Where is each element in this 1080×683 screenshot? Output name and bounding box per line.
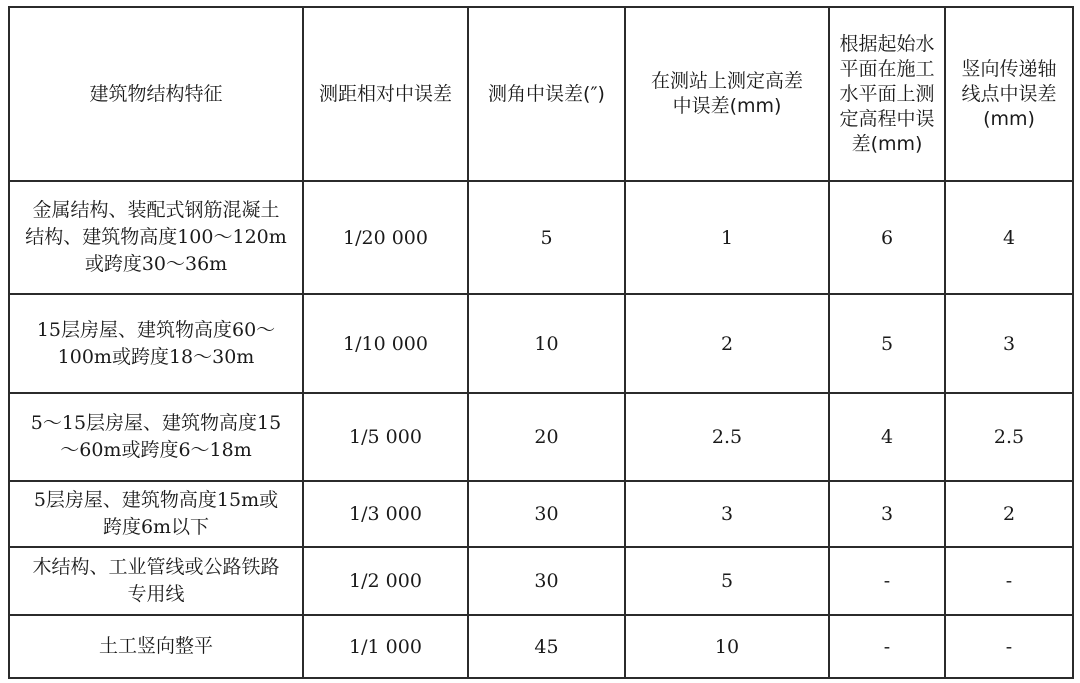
cell-distance: 1/10 000 [303, 294, 468, 393]
table-row [9, 181, 1073, 294]
cell-height-diff: 2.5 [625, 393, 829, 481]
cell-feature: 15层房屋、建筑物高度60～100m或跨度18～30m [9, 294, 303, 393]
table-row [9, 615, 1073, 678]
cell-distance: 1/20 000 [303, 181, 468, 294]
cell-angle: 10 [468, 294, 625, 393]
cell-elevation: 3 [829, 481, 945, 547]
cell-axis: 2 [945, 481, 1073, 547]
cell-height-diff: 2 [625, 294, 829, 393]
cell-elevation: 4 [829, 393, 945, 481]
cell-angle: 20 [468, 393, 625, 481]
table-row [9, 294, 1073, 393]
cell-distance: 1/1 000 [303, 615, 468, 678]
cell-elevation: - [829, 547, 945, 615]
cell-axis: 3 [945, 294, 1073, 393]
cell-height-diff: 1 [625, 181, 829, 294]
cell-elevation: 5 [829, 294, 945, 393]
cell-feature: 5～15层房屋、建筑物高度15～60m或跨度6～18m [9, 393, 303, 481]
cell-height-diff: 3 [625, 481, 829, 547]
cell-elevation: - [829, 615, 945, 678]
table-row [9, 393, 1073, 481]
cell-axis: 4 [945, 181, 1073, 294]
cell-angle: 45 [468, 615, 625, 678]
header-axis-error: 竖向传递轴线点中误差(mm) [945, 7, 1073, 181]
table-row [9, 481, 1073, 547]
cell-axis: - [945, 615, 1073, 678]
cell-angle: 30 [468, 481, 625, 547]
cell-height-diff: 5 [625, 547, 829, 615]
cell-feature: 5层房屋、建筑物高度15m或跨度6m以下 [9, 481, 303, 547]
header-angle-error: 测角中误差(″) [468, 7, 625, 181]
cell-distance: 1/3 000 [303, 481, 468, 547]
header-distance-error: 测距相对中误差 [303, 7, 468, 181]
table-row [9, 547, 1073, 615]
header-height-diff-error: 在测站上测定高差中误差(mm) [625, 7, 829, 181]
cell-axis: - [945, 547, 1073, 615]
cell-angle: 30 [468, 547, 625, 615]
header-elevation-error: 根据起始水平面在施工水平面上测定高程中误差(mm) [829, 7, 945, 181]
cell-feature: 土工竖向整平 [9, 615, 303, 678]
cell-distance: 1/5 000 [303, 393, 468, 481]
tolerance-table [8, 6, 1074, 679]
header-row [9, 7, 1073, 181]
cell-axis: 2.5 [945, 393, 1073, 481]
cell-feature: 木结构、工业管线或公路铁路专用线 [9, 547, 303, 615]
cell-distance: 1/2 000 [303, 547, 468, 615]
cell-elevation: 6 [829, 181, 945, 294]
header-structure-feature: 建筑物结构特征 [9, 7, 303, 181]
cell-height-diff: 10 [625, 615, 829, 678]
cell-angle: 5 [468, 181, 625, 294]
cell-feature: 金属结构、装配式钢筋混凝土结构、建筑物高度100～120m或跨度30～36m [9, 181, 303, 294]
